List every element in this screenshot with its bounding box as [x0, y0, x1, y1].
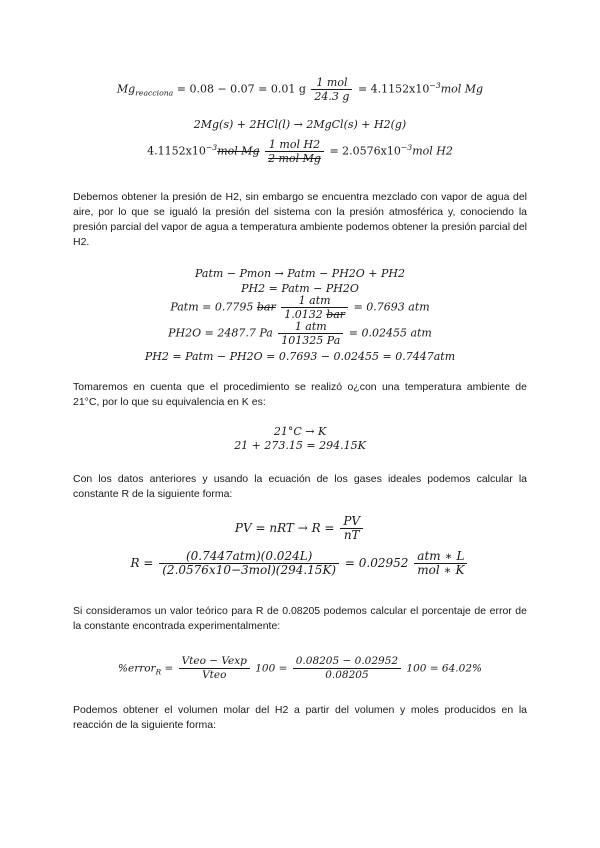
temperature-line-2: 21 + 273.15 = 294.15K: [234, 439, 366, 452]
pressure-ph2: PH2 = Patm − PH2O = 0.7693 − 0.02455 = 0.7447atm: [144, 350, 456, 363]
patm-unit-strike: bar: [256, 300, 276, 314]
gas-r-result: = 0.02952: [344, 556, 409, 570]
mg-result-unit: mol Mg: [440, 82, 484, 96]
error-sub: R: [155, 667, 162, 677]
h2-result-exp: −3: [400, 142, 413, 152]
h2-stoich-fraction: [265, 138, 324, 165]
pressure-line-1: Patm − Pmon → Patm − PH2O + PH2: [194, 267, 405, 280]
gas-law-num: PV: [340, 515, 363, 529]
paragraph-molar-volume: Podemos obtener el volumen molar del H2 a partir del volumen y moles producidos en la reacción de la siguiente forma:: [73, 704, 527, 731]
error-calc: [0, 655, 600, 682]
paragraph-temperature: Tomaremos en cuenta que el procedimiento se realizó o¿con una temperatura ambiente de 21°C, por lo que su equivalencia en K es:: [73, 381, 527, 408]
error-mult: 100 =: [255, 662, 291, 675]
error-f1-num: Vteo − Vexp: [179, 655, 250, 669]
h2-result-unit: mol H2: [412, 144, 453, 158]
gas-r-units: [414, 550, 467, 577]
patm-result: = 0.7693 atm: [353, 300, 430, 314]
h2-result: = 2.0576x10: [329, 144, 401, 158]
gas-r-lhs: R =: [130, 556, 158, 570]
patm-den-value: 1.0132: [284, 308, 323, 321]
temperature-line-1: 21°C → K: [273, 425, 327, 438]
paragraph-ideal-gas: Con los datos anteriores y usando la ecuación de los gases ideales podemos calcular la constante R de la siguiente forma:: [73, 473, 527, 500]
equation-h2-moles: [0, 138, 600, 165]
error-lhs: %error: [118, 662, 156, 675]
h2-frac-num: 1 mol H2: [265, 138, 324, 152]
mg-result-exp: −3: [429, 80, 441, 90]
error-fraction-1: [179, 655, 250, 682]
error-result: 100 = 64.02%: [406, 662, 482, 675]
ph2o-value: PH2O = 2487.7 Pa: [168, 326, 273, 340]
ph2o-frac-den: 101325 Pa: [281, 334, 341, 347]
h2-coef: 4.1152x10: [147, 144, 206, 158]
patm-value: Patm = 0.7795: [170, 300, 254, 314]
error-f1-den: Vteo: [202, 669, 227, 681]
h2-coef-unit-strike: mol Mg: [217, 144, 260, 158]
equation-mg-reacted: [0, 76, 600, 103]
gas-r-fraction: [159, 550, 339, 577]
error-f2-num: 0.08205 − 0.02952: [293, 655, 401, 669]
paragraph-h2-pressure: Debemos obtener la presión de H2, sin embargo se encuentra mezclado con vapor de agua del aire, por lo que se igualó la presión del sistema con la presión atmosférica y, conociendo la presión parcial del vapor de agua a temperatura ambiente podemos obtener la presión parcial del H2.: [73, 191, 527, 248]
gas-r-unit-den: mol ∗ K: [417, 563, 465, 577]
patm-den-strike: bar: [326, 308, 346, 321]
mg-subscript: reacciona: [135, 88, 174, 98]
equation-reaction: 2Mg(s) + 2HCl(l) → 2MgCl(s) + H2(g): [193, 118, 407, 131]
gas-r-unit-num: atm ∗ L: [414, 550, 467, 564]
ph2o-result: = 0.02455 atm: [348, 326, 432, 340]
h2-frac-den: 2 mol Mg: [268, 152, 321, 165]
error-fraction-2: [293, 655, 401, 682]
gas-r-calc: [0, 550, 600, 577]
ph2o-frac-num: 1 atm: [278, 320, 343, 334]
patm-frac-num: 1 atm: [281, 294, 348, 308]
mg-frac-den: 24.3 g: [314, 90, 350, 103]
gas-law-lhs: PV = nRT → R =: [234, 521, 339, 535]
gas-r-num: (0.7447atm)(0.024L): [159, 550, 339, 564]
patm-fraction: [281, 294, 348, 321]
mg-mass-diff: = 0.08 − 0.07 = 0.01 g: [173, 82, 306, 96]
pressure-ph2o: [0, 320, 600, 347]
gas-law-den: nT: [343, 528, 360, 542]
gas-law-line: [0, 515, 600, 542]
h2-coef-exp: −3: [205, 142, 218, 152]
error-eq: =: [161, 662, 177, 675]
gas-r-den: (2.0576x10−3mol)(294.15K): [162, 563, 337, 577]
pressure-patm: [0, 294, 600, 321]
paragraph-error: Si consideramos un valor teórico para R de 0.08205 podemos calcular el porcentaje de error de la constante encontrada experimentalmente:: [73, 605, 527, 632]
mg-result: = 4.1152x10: [357, 82, 430, 96]
ph2o-fraction: [278, 320, 343, 347]
pressure-line-2: PH2 = Patm − PH2O: [241, 282, 359, 295]
mg-molar-fraction: [311, 76, 352, 103]
gas-law-fraction: [340, 515, 363, 542]
mg-frac-num: 1 mol: [311, 76, 352, 90]
error-f2-den: 0.08205: [325, 669, 369, 681]
mg-symbol: Mg: [116, 82, 136, 96]
